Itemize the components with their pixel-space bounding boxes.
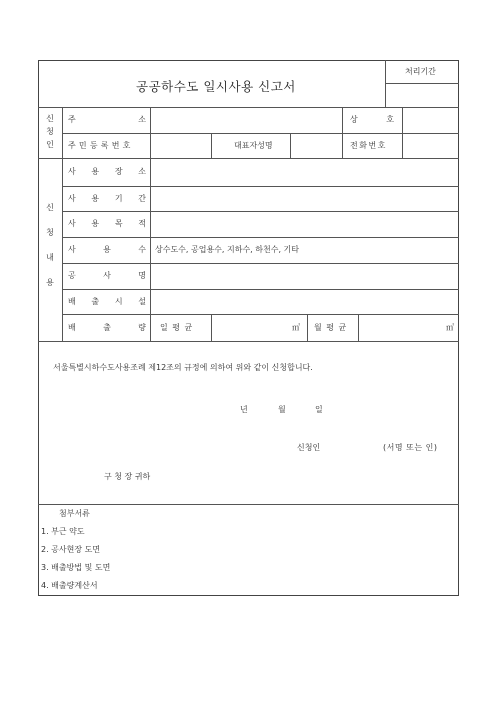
addressee: 구 청 장 귀하: [104, 472, 151, 481]
form-title: 공공하수도 일시사용 신고서: [136, 79, 296, 94]
water-use-label: 사 용 수: [68, 245, 146, 254]
grid-line: [62, 107, 63, 341]
discharge-amount-label: 배 출 량: [68, 323, 146, 332]
applicant-signature-label: 신청인: [297, 443, 321, 452]
attachments-heading: 첨부서류: [59, 509, 90, 518]
grid-line: [290, 133, 291, 158]
declaration-statement: 서울특별시하수도사용조례 제12조의 규정에 의하여 위와 같이 신청합니다.: [53, 363, 313, 372]
attachment-item: 3. 배출방법 및 도면: [41, 563, 111, 572]
water-use-options: 상수도수, 공업용수, 지하수, 하천수, 기타: [155, 245, 299, 254]
construction-name-label: 공 사 명: [68, 271, 146, 280]
monthly-average-unit: ㎥: [446, 323, 454, 332]
trade-name-label: 상 호: [350, 115, 394, 124]
representative-name-label: 대표자성명: [234, 141, 273, 150]
processing-period-label: 처리기간: [405, 67, 436, 76]
discharge-facility-label: 배 출 시 설: [68, 297, 146, 306]
grid-line: [211, 133, 212, 158]
resident-number-label: 주민등록번호: [68, 141, 134, 150]
grid-line: [62, 289, 459, 290]
grid-line: [62, 263, 459, 264]
grid-line: [62, 237, 459, 238]
address-label: 주 소: [68, 115, 146, 124]
content-section-label: 신 청 내 용: [46, 203, 54, 287]
attachment-item: 1. 부근 약도: [41, 527, 85, 536]
date-month-label: 월: [278, 405, 286, 414]
use-place-label: 사 용 장 소: [68, 167, 146, 176]
use-period-label: 사 용 기 간: [68, 194, 146, 203]
phone-number-label: 전화번호: [350, 141, 387, 150]
grid-line: [402, 107, 403, 158]
signature-note: (서명 또는 인): [383, 443, 438, 452]
grid-line: [62, 186, 459, 187]
attachment-item: 2. 공사현장 도면: [41, 545, 101, 554]
daily-average-unit: ㎥: [292, 323, 300, 332]
grid-line: [38, 341, 459, 342]
grid-line: [62, 133, 459, 134]
date-day-label: 일: [315, 405, 323, 414]
grid-line: [38, 504, 459, 505]
grid-line: [38, 107, 459, 108]
monthly-average-label: 월 평 균: [314, 323, 348, 332]
grid-line: [211, 314, 212, 341]
grid-line: [62, 211, 459, 212]
grid-line: [342, 107, 343, 158]
grid-line: [62, 314, 459, 315]
attachment-item: 4. 배출량계산서: [41, 581, 98, 590]
applicant-section-label: 신 청 인: [46, 114, 54, 149]
grid-line: [38, 158, 459, 159]
daily-average-label: 일 평 균: [160, 323, 194, 332]
processing-divider: [385, 83, 459, 84]
grid-line: [150, 107, 151, 341]
grid-line: [358, 314, 359, 341]
grid-line: [307, 314, 308, 341]
date-year-label: 년: [240, 405, 248, 414]
use-purpose-label: 사 용 목 적: [68, 219, 146, 228]
